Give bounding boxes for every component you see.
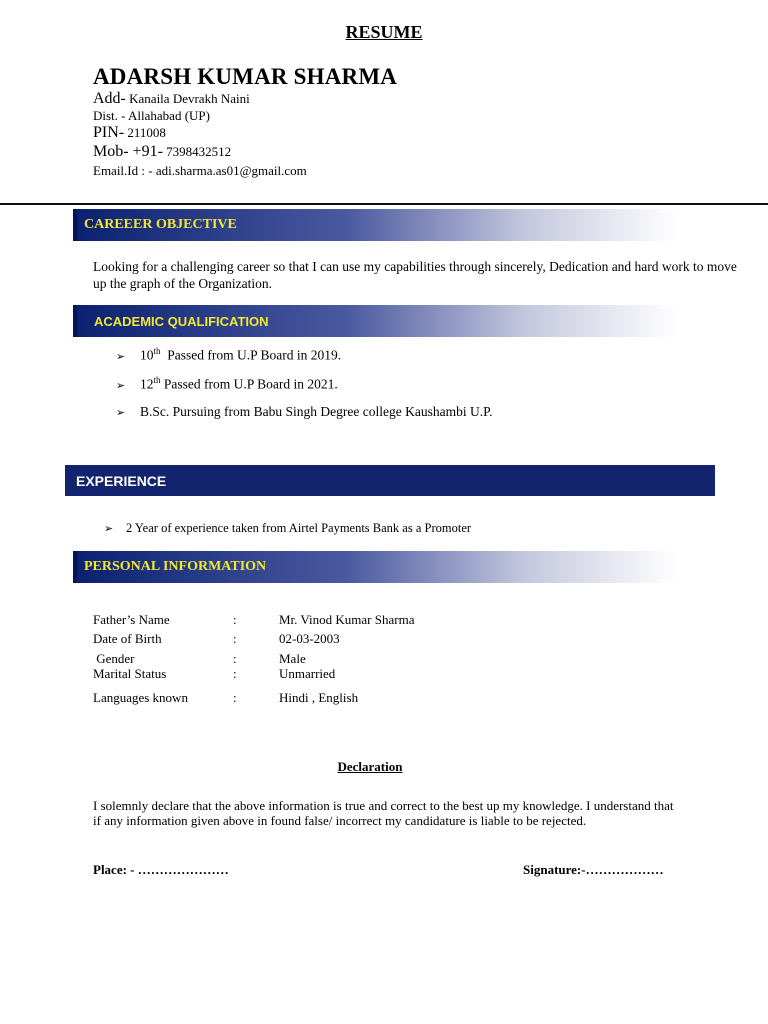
mobile-line	[93, 144, 231, 160]
mobile-label: Mob- +91-	[93, 143, 163, 160]
academic-item: ➢ B.Sc. Pursuing from Babu Singh Degree college Kaushambi U.P.	[116, 404, 493, 419]
experience-item: ➢ 2 Year of experience taken from Airtel Payments Bank as a Promoter	[104, 521, 472, 535]
arrow-bullet-icon: ➢	[116, 406, 126, 419]
section-band-objective	[73, 209, 677, 241]
objective-text: Looking for a challenging career so that I can use my capabilities through sincerely, Dedication and hard work to move up the graph of the Organization.	[93, 259, 737, 291]
pin-value: 211008	[127, 125, 166, 140]
signature-field: Signature:-………………	[523, 862, 664, 877]
declaration-title: Declaration	[337, 759, 403, 774]
place-field: Place: - …………………	[93, 862, 229, 877]
section-title-personal: PERSONAL INFORMATION	[84, 559, 267, 574]
arrow-bullet-icon: ➢	[116, 378, 126, 392]
address-label: Add-	[93, 90, 126, 107]
section-title-experience: EXPERIENCE	[76, 472, 167, 489]
declaration-text: I solemnly declare that the above information is true and correct to the best up my knowledge. I understand that if any information given above in found false/ incorrect my candidature is liable to be rejected.	[93, 798, 674, 828]
academic-item: ➢ 12th Passed from U.P Board in 2021.	[116, 375, 338, 392]
candidate-name: ADARSH KUMAR SHARMA	[93, 64, 398, 89]
mobile-value: 7398432512	[166, 144, 232, 159]
pin-label: PIN-	[93, 124, 125, 141]
district-line: Dist. - Allahabad (UP)	[93, 108, 210, 123]
section-band-academic	[73, 305, 677, 337]
section-title-academic: ACADEMIC QUALIFICATION	[94, 313, 269, 329]
section-title-objective: CAREEER OBJECTIVE	[84, 217, 237, 232]
section-band-experience	[65, 465, 715, 496]
address-line	[93, 91, 250, 107]
academic-item: ➢ 10th Passed from U.P Board in 2019.	[116, 346, 342, 363]
resume-title: RESUME	[345, 22, 423, 42]
address-value: Kanaila Devrakh Naini	[129, 91, 250, 106]
arrow-bullet-icon: ➢	[104, 522, 114, 535]
email-line: Email.Id : - adi.sharma.as01@gmail.com	[93, 163, 307, 178]
section-band-personal	[73, 551, 677, 583]
pin-line	[93, 125, 166, 141]
header-divider	[0, 203, 768, 205]
arrow-bullet-icon: ➢	[116, 349, 126, 363]
